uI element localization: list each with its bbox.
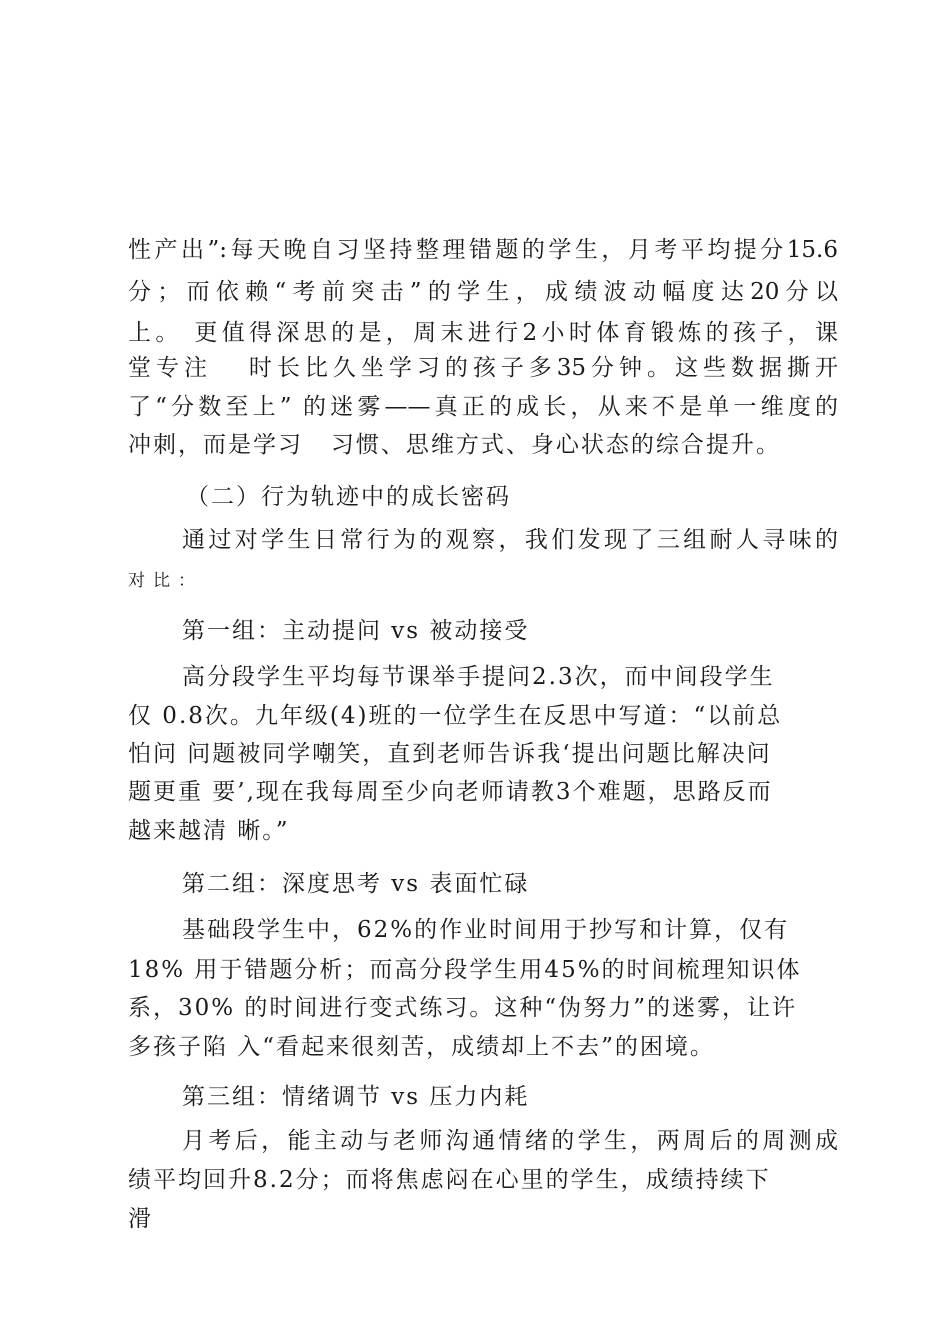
- body-line: 题更重 要’,现在我每周至少向老师请教3个难题，思路反而: [128, 779, 773, 805]
- body-line: 越来越清 晰。”: [128, 818, 290, 844]
- body-line: 月考后，能主动与老师沟通情绪的学生，两周后的周测成: [182, 1128, 838, 1154]
- body-line: 滑: [128, 1206, 153, 1232]
- body-line: 18% 用于错题分析；而高分段学生用45%的时间梳理知识体: [128, 957, 802, 983]
- group-heading: 第三组：情绪调节 vs 压力内耗: [182, 1084, 530, 1110]
- group-heading: 第二组：深度思考 vs 表面忙碌: [182, 871, 530, 897]
- body-line: 仅 0.8次。九年级(4)班的一位学生在反思中写道：“以前总: [128, 703, 783, 729]
- body-line: 冲刺，而是学习 习惯、思维方式、身心状态的综合提升。: [128, 432, 781, 458]
- body-line: 了“分数至上” 的迷雾——真正的成长，从来不是单一维度的: [128, 394, 838, 420]
- body-line: 怕问 问题被同学嘲笑，直到老师告诉我‘提出问题比解决问: [128, 741, 772, 767]
- group-heading: 第一组：主动提问 vs 被动接受: [182, 618, 530, 644]
- body-line: 多孩子陷 入“看起来很刻苦，成绩却上不去”的困境。: [128, 1034, 715, 1060]
- body-line: 性产出”:每天晚自习坚持整理错题的学生，月考平均提分15.6: [128, 237, 838, 263]
- body-line: 分；而依赖“考前突击”的学生，成绩波动幅度达20分以: [128, 279, 838, 305]
- body-line: 堂专注 时长比久坐学习的孩子多35分钟。这些数据撕开: [128, 355, 838, 381]
- body-line: 上。 更值得深思的是，周末进行2小时体育锻炼的孩子，课: [128, 320, 838, 346]
- section-heading: （二）行为轨迹中的成长密码: [186, 484, 511, 510]
- body-line: 对比：: [128, 571, 203, 591]
- body-line: 绩平均回升8.2分；而将焦虑闷在心里的学生，成绩持续下: [128, 1167, 771, 1193]
- body-line: 系，30% 的时间进行变式练习。这种“伪努力”的迷雾，让许: [128, 995, 797, 1021]
- body-line: 通过对学生日常行为的观察，我们发现了三组耐人寻味的: [182, 527, 838, 553]
- body-line: 高分段学生平均每节课举手提问2.3次，而中间段学生: [182, 664, 775, 690]
- body-line: 基础段学生中，62%的作业时间用于抄写和计算，仅有: [182, 917, 790, 943]
